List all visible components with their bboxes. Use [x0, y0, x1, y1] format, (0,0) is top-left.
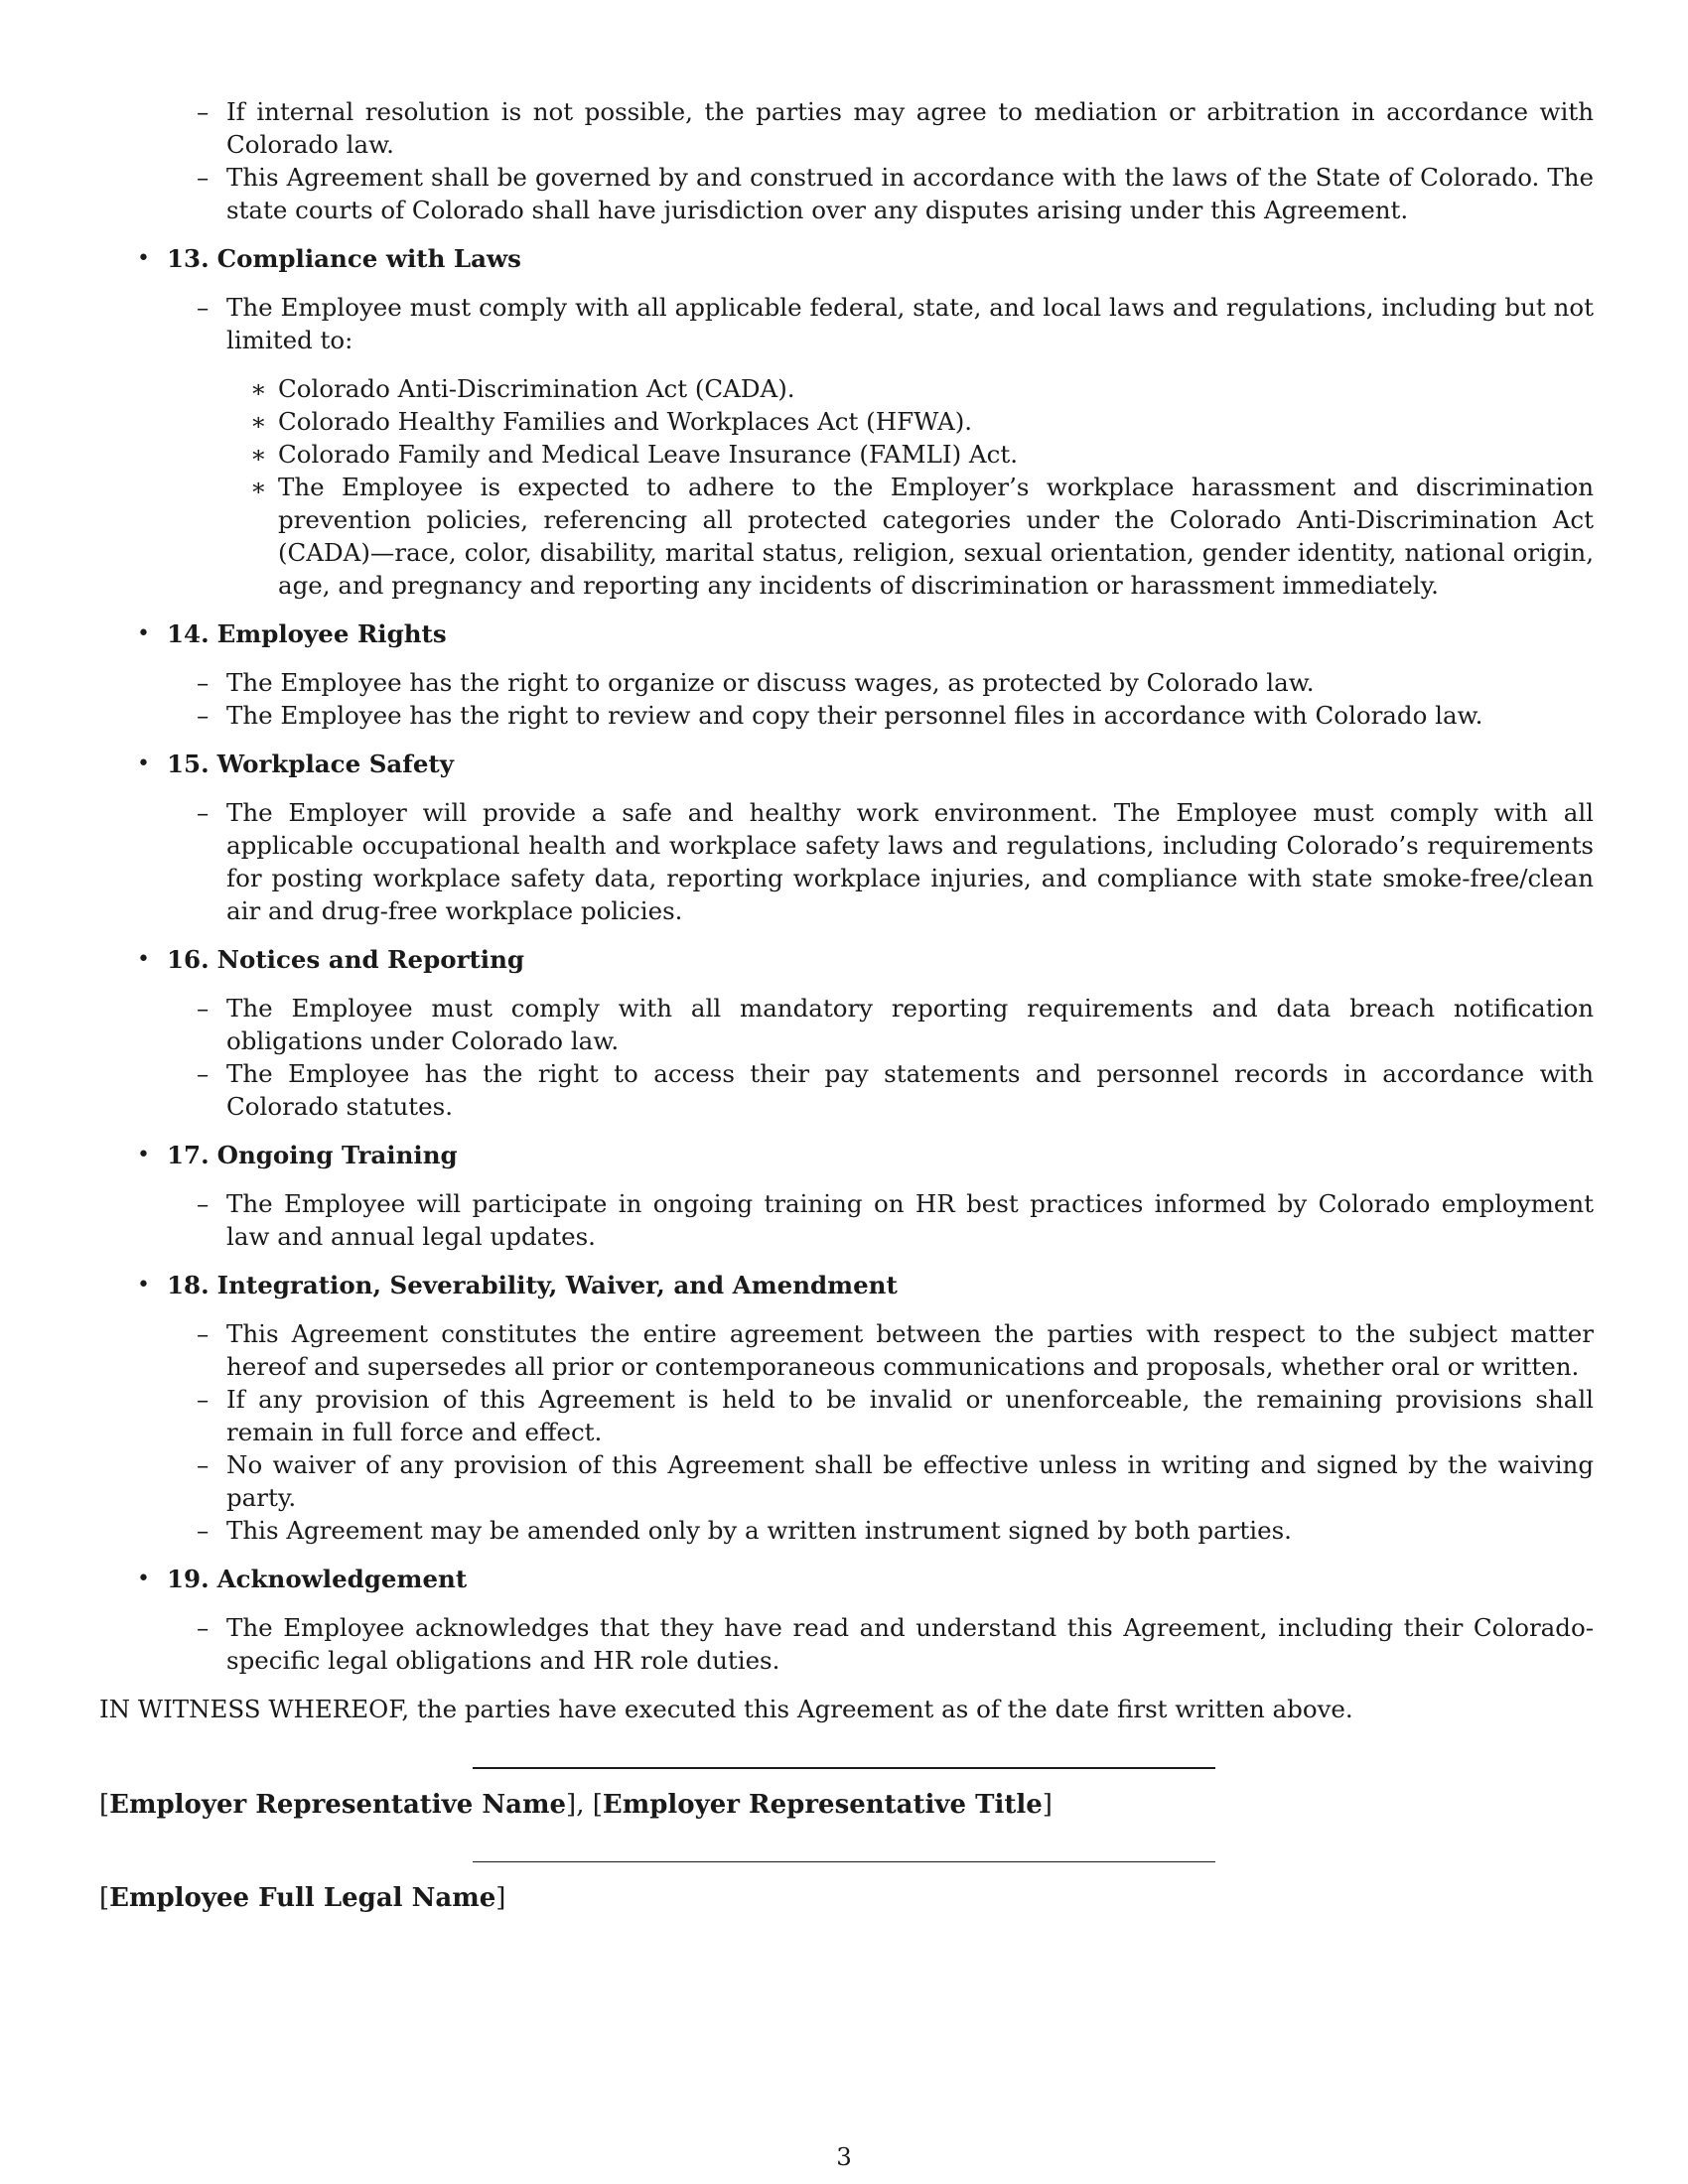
dispute-resolution-continued — [99, 95, 1594, 226]
bullet-icon: • — [137, 1273, 150, 1297]
bullet-icon: • — [137, 246, 150, 271]
section-14 — [99, 617, 1594, 732]
list-item: – No waiver of any provision of this Agreement shall be effective unless in writing and signed by the waiving party. — [226, 1448, 1594, 1514]
list-item: – The Employee has the right to access their pay statements and personnel records in accordance with Colorado statutes. — [226, 1057, 1594, 1123]
bullet-icon: • — [137, 621, 150, 646]
list-item: – If any provision of this Agreement is held to be invalid or unenforceable, the remaining provisions shall remain in full force and effect. — [226, 1383, 1594, 1448]
page-number: 3 — [836, 2142, 852, 2171]
list-item: – The Employee will participate in ongoing training on HR best practices informed by Colorado employment law and annual legal updates. — [226, 1187, 1594, 1253]
section-16 — [99, 943, 1594, 1123]
bullet-icon: • — [137, 1567, 150, 1591]
list-item: – The Employer will provide a safe and healthy work environment. The Employee must comply with all applicable occupational health and workplace safety laws and regulations, including Colorado’s requirements for posting workplace safety data, reporting workplace injuries, and compliance with state smoke-free/clean air and drug-free workplace policies. — [226, 796, 1594, 927]
employer-signature-name: [Employer Representative Name], [Employer Representative Title] — [99, 1790, 1053, 1820]
list-item: – The Employee has the right to review and copy their personnel files in accordance with Colorado law. — [226, 699, 1594, 732]
section-17 — [99, 1139, 1594, 1253]
list-item: – The Employee has the right to organize or discuss wages, as protected by Colorado law. — [226, 666, 1594, 699]
laws-list — [226, 372, 1594, 602]
list-item: – This Agreement shall be governed by and construed in accordance with the laws of the State of Colorado. The state courts of Colorado shall have jurisdiction over any disputes arising under this Agreement. — [226, 161, 1594, 226]
section-15 — [99, 748, 1594, 927]
list-item: ∗ Colorado Anti-Discrimination Act (CADA). — [278, 372, 1594, 405]
section-heading: 13. Compliance with Laws — [167, 244, 521, 273]
section-heading: 15. Workplace Safety — [167, 750, 454, 778]
section-18 — [99, 1269, 1594, 1547]
list-item: – The Employee must comply with all applicable federal, state, and local laws and regulations, including but not limited to: ∗ Colorado Anti-Discrimination Act (CADA). ∗ Colorado Healthy Families and Workplaces Act (HFWA). ∗ Colorado Family and Medical Leave Insurance (FAMLI) Act. ∗ The Employee is expected to adhere to the Employer’s workplace harassment and discrimination prevention policies, referencing all protected categories under the Colorado Anti-Discrimination Act (CADA)—race, color, disability, marital status, religion, sexual orientation, gender identity, national origin, age, and pregnancy and reporting any incidents of discrimination or harassment immediately. — [226, 291, 1594, 602]
section-19 — [99, 1563, 1594, 1677]
list-item: ∗ The Employee is expected to adhere to the Employer’s workplace harassment and discrimination prevention policies, referencing all protected categories under the Colorado Anti-Discrimination Act (CADA)—race, color, disability, marital status, religion, sexual orientation, gender identity, national origin, age, and pregnancy and reporting any incidents of discrimination or harassment immediately. — [278, 471, 1594, 602]
list-item: – The Employee acknowledges that they have read and understand this Agreement, including their Colorado-specific legal obligations and HR role duties. — [226, 1611, 1594, 1677]
section-heading: 19. Acknowledgement — [167, 1565, 468, 1593]
section-heading: 16. Notices and Reporting — [167, 945, 525, 974]
bullet-icon: • — [137, 751, 150, 776]
list-item: ∗ Colorado Family and Medical Leave Insurance (FAMLI) Act. — [278, 438, 1594, 471]
witness-clause: IN WITNESS WHEREOF, the parties have executed this Agreement as of the date first written above. — [99, 1695, 1353, 1723]
list-item: ∗ Colorado Healthy Families and Workplaces Act (HFWA). — [278, 405, 1594, 438]
employer-signature-line — [473, 1767, 1215, 1769]
list-item: – The Employee must comply with all mandatory reporting requirements and data breach notification obligations under Colorado law. — [226, 992, 1594, 1057]
list-item: – This Agreement constitutes the entire agreement between the parties with respect to the subject matter hereof and supersedes all prior or contemporaneous communications and proposals, whether oral or written. — [226, 1317, 1594, 1383]
list-item: – This Agreement may be amended only by a written instrument signed by both parties. — [226, 1514, 1594, 1547]
bullet-icon: • — [137, 947, 150, 972]
employee-signature-line — [473, 1861, 1215, 1862]
employee-signature-name: [Employee Full Legal Name] — [99, 1883, 506, 1913]
list-item: – If internal resolution is not possible, the parties may agree to mediation or arbitration in accordance with Colorado law. — [226, 95, 1594, 161]
bullet-icon: • — [137, 1143, 150, 1167]
section-heading: 17. Ongoing Training — [167, 1141, 458, 1169]
section-heading: 14. Employee Rights — [167, 619, 447, 648]
document-page — [99, 95, 1594, 1915]
section-heading: 18. Integration, Severability, Waiver, and Amendment — [167, 1271, 898, 1299]
section-13 — [99, 242, 1594, 602]
